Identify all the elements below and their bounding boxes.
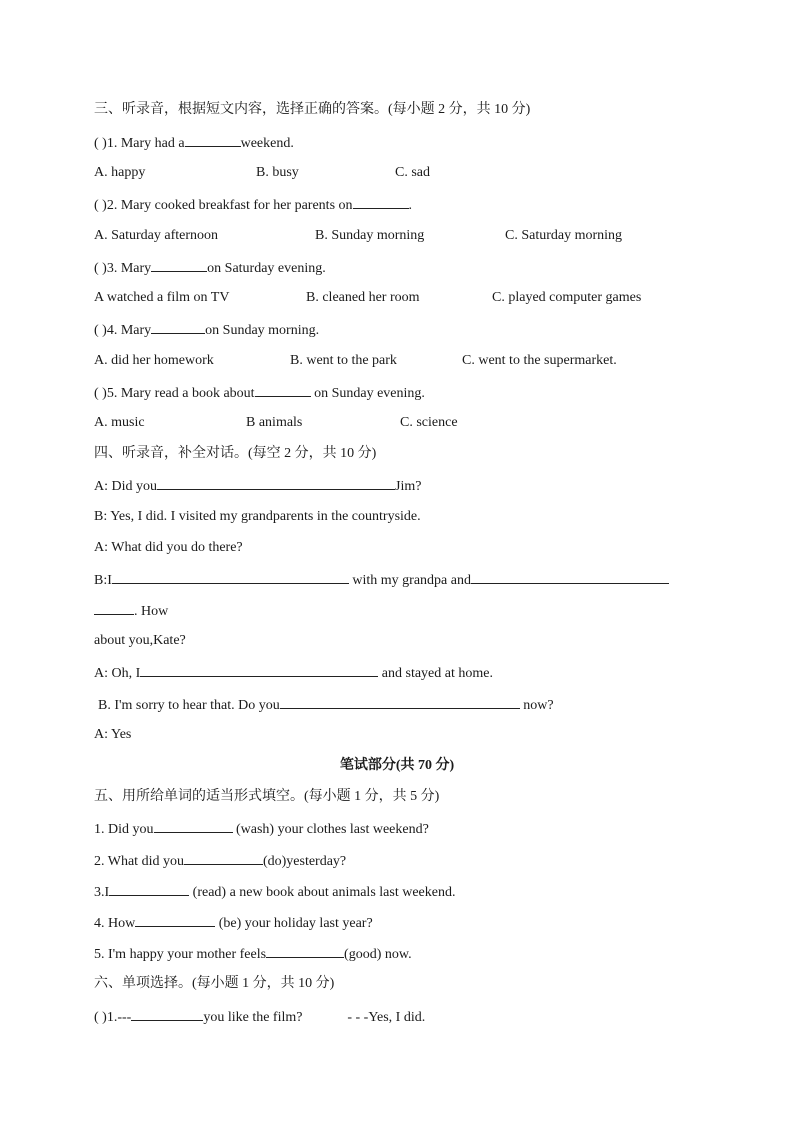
- question-3-4: ( )4. Mary on Sunday morning.: [94, 320, 319, 340]
- dialog-blank-2[interactable]: [112, 570, 349, 584]
- question-3-2: ( )2. Mary cooked breakfast for her parents on .: [94, 195, 412, 215]
- option-a: A. music: [94, 415, 145, 430]
- option-c: C. Saturday morning: [505, 228, 623, 243]
- option-a: A. happy: [94, 165, 146, 180]
- options-3-2: [94, 227, 622, 245]
- dialog-line-6: about you,Kate?: [94, 633, 186, 648]
- option-c: C. went to the supermarket.: [462, 353, 617, 368]
- section-6-heading: 六、单项选择。(每小题 1 分，共 10 分): [94, 976, 335, 991]
- answer-paren: ( ): [94, 136, 107, 151]
- answer-paren: ( ): [94, 386, 107, 401]
- dialog-line-7: A: Oh, I and stayed at home.: [94, 663, 493, 683]
- answer-blank[interactable]: [255, 383, 311, 397]
- question-6-1: ( )1.--- you like the film? - - -Yes, I did.: [94, 1007, 425, 1027]
- answer-blank[interactable]: [151, 320, 205, 334]
- dialog-line-5: . How: [94, 601, 168, 621]
- question-5-2: 2. What did you (do)yesterday?: [94, 851, 346, 871]
- option-b: B. busy: [256, 165, 299, 180]
- option-a: A. did her homework: [94, 353, 214, 368]
- fill-blank[interactable]: [154, 819, 233, 833]
- section-4-heading: 四、听录音，补全对话。(每空 2 分，共 10 分): [94, 446, 377, 461]
- dialog-line-9: A: Yes: [94, 727, 132, 742]
- option-a: A. Saturday afternoon: [94, 228, 219, 243]
- fill-blank[interactable]: [135, 913, 215, 927]
- options-3-3: [94, 289, 641, 307]
- option-a: A watched a film on TV: [94, 290, 230, 305]
- dialog-blank-4[interactable]: [140, 663, 378, 677]
- option-c: C. science: [400, 415, 458, 430]
- answer-paren: ( ): [94, 198, 107, 213]
- dialog-line-2: B: Yes, I did. I visited my grandparents in the countryside.: [94, 509, 421, 524]
- answer-paren: ( ): [94, 323, 107, 338]
- option-c: C. sad: [395, 165, 430, 180]
- dialog-line-3: A: What did you do there?: [94, 540, 243, 555]
- section-3-heading: 三、听录音，根据短文内容，选择正确的答案。(每小题 2 分，共 10 分): [94, 102, 531, 117]
- option-b: B. cleaned her room: [306, 290, 420, 305]
- answer-paren: ( ): [94, 261, 107, 276]
- options-3-5: [94, 414, 458, 432]
- options-3-1: [94, 164, 430, 182]
- answer-blank[interactable]: [185, 133, 241, 147]
- fill-blank[interactable]: [266, 944, 344, 958]
- option-b: B. Sunday morning: [315, 228, 425, 243]
- question-3-1: ( )1. Mary had a weekend.: [94, 133, 294, 153]
- fill-blank[interactable]: [109, 882, 189, 896]
- question-5-5: 5. I'm happy your mother feels (good) now.: [94, 944, 412, 964]
- option-b: B animals: [246, 415, 303, 430]
- dialog-blank-3-cont[interactable]: [94, 601, 134, 615]
- answer-paren: ( ): [94, 1010, 107, 1025]
- written-part-title: 笔试部分(共 70 分): [339, 758, 455, 773]
- option-b: B. went to the park: [290, 353, 397, 368]
- question-3-5: ( )5. Mary read a book about on Sunday evening.: [94, 383, 425, 403]
- question-5-3: 3.I (read) a new book about animals last weekend.: [94, 882, 455, 902]
- options-3-4: [94, 352, 617, 370]
- option-c: C. played computer games: [492, 290, 642, 305]
- fill-blank[interactable]: [184, 851, 263, 865]
- dialog-line-1: A: Did you Jim?: [94, 476, 421, 496]
- dialog-blank-3[interactable]: [471, 570, 669, 584]
- answer-blank[interactable]: [353, 195, 409, 209]
- answer-blank[interactable]: [131, 1007, 203, 1021]
- dialog-blank-5[interactable]: [280, 695, 520, 709]
- dialog-blank-1[interactable]: [157, 476, 395, 490]
- dialog-line-4: B:I with my grandpa and: [94, 570, 669, 590]
- question-5-4: 4. How (be) your holiday last year?: [94, 913, 373, 933]
- answer-blank[interactable]: [151, 258, 207, 272]
- question-3-3: ( )3. Mary on Saturday evening.: [94, 258, 326, 278]
- dialog-line-8: B. I'm sorry to hear that. Do you now?: [98, 695, 554, 715]
- section-5-heading: 五、用所给单词的适当形式填空。(每小题 1 分，共 5 分): [94, 789, 440, 804]
- question-5-1: 1. Did you (wash) your clothes last weekend?: [94, 819, 429, 839]
